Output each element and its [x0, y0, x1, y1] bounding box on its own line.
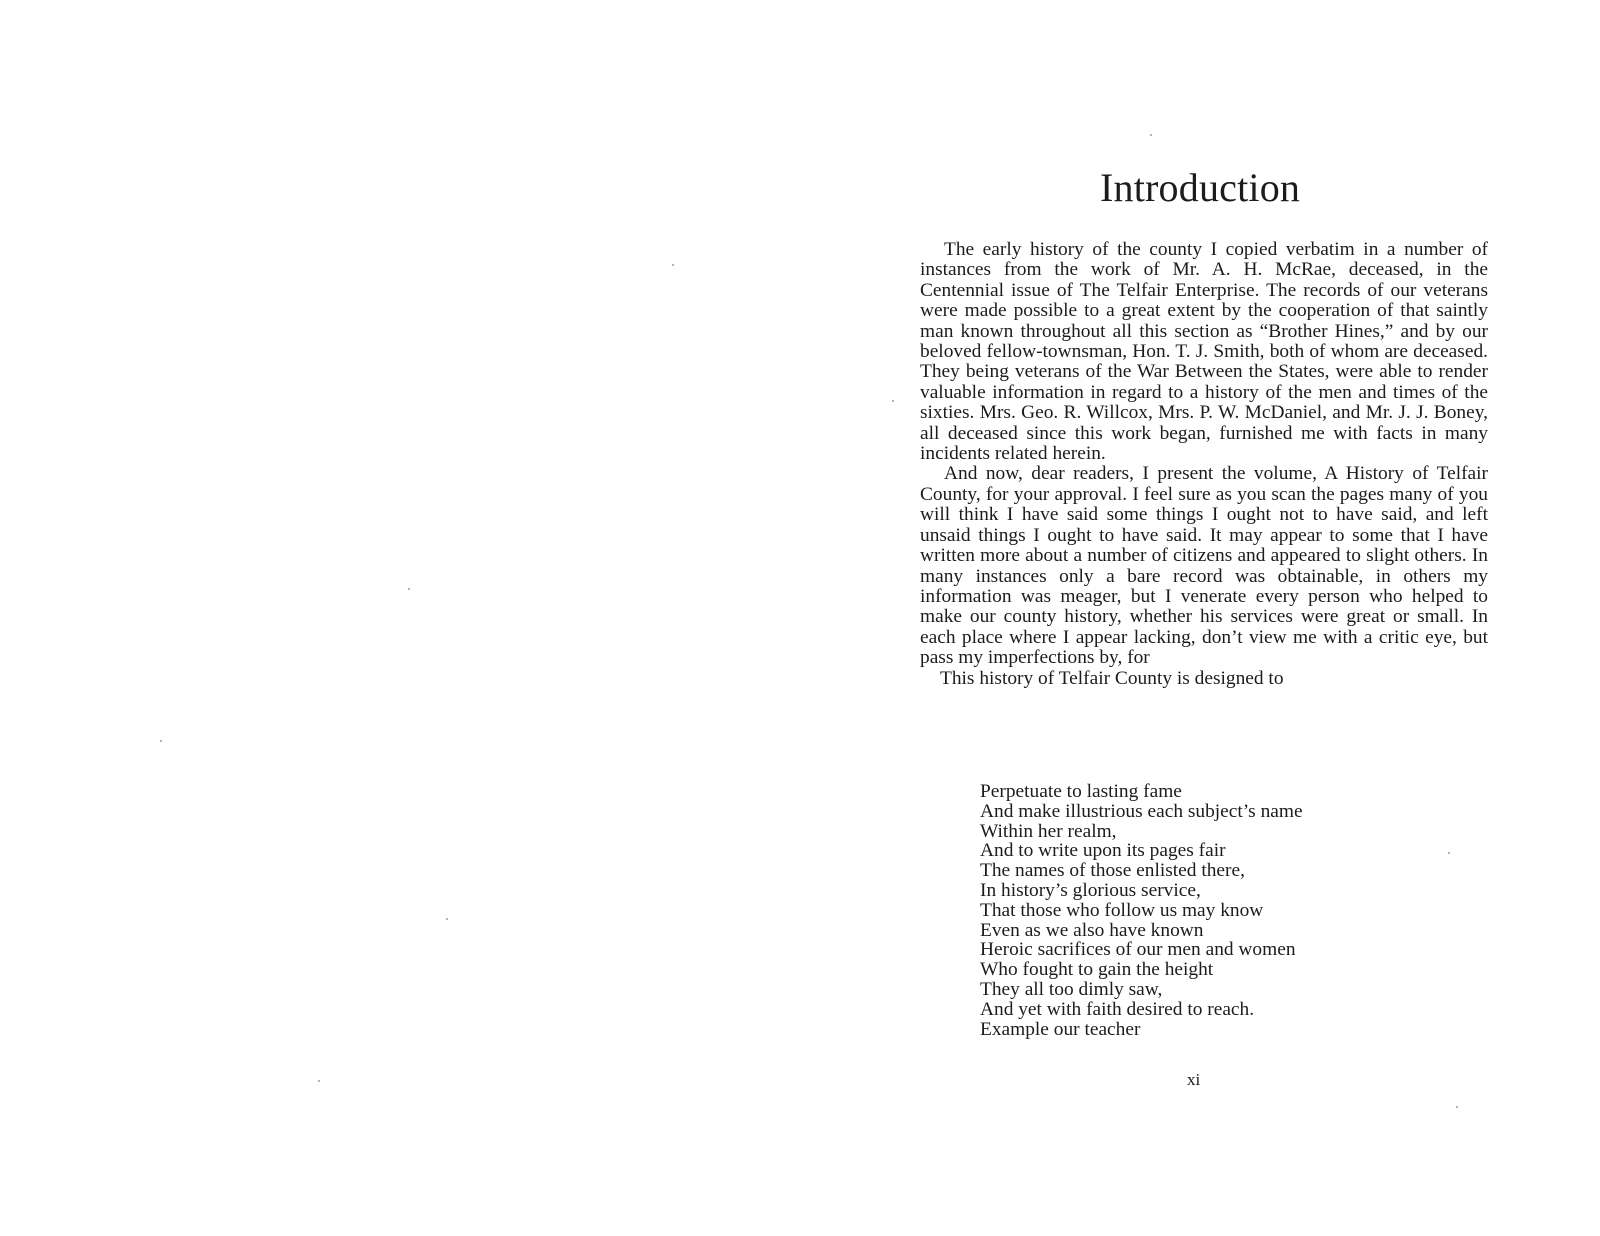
- paper-speck: [1150, 134, 1152, 136]
- poem-line: That those who follow us may know: [980, 899, 1264, 921]
- paper-speck: [672, 264, 674, 266]
- poem-line: The names of those enlisted there,: [980, 860, 1245, 882]
- paper-speck: [408, 588, 410, 590]
- poem-line: Example our teacher: [980, 1018, 1141, 1040]
- paper-speck: [160, 740, 162, 742]
- paragraph: The early history of the county I copied verbatim in a number of instances from the work of Mr. A. H. McRae, deceased, in the Centennial issue of The Telfair Enterprise. The records of our veterans were made possible to a great extent by the cooperation of that saintly man known throughout all this section as “Brother Hines,” and by our beloved fellow-townsman, Hon. T. J. Smith, both of whom are deceased. They being veterans of the War Between the States, were able to render valuable information in regard to a history of the men and times of the sixties. Mrs. Geo. R. Willcox, Mrs. P. W. McDaniel, and Mr. J. J. Boney, all deceased since this work began, furnished me with facts in many incidents related herein.: [920, 239, 1488, 465]
- paragraph: And now, dear readers, I present the volume, A History of Telfair County, for your approval. I feel sure as you scan the pages many of you will think I have said some things I ought not to have said, and left unsaid things I ought to have said. It may appear to some that I have written more about a number of citizens and appeared to slight others. In many instances only a bare record was obtainable, in others my information was meager, but I venerate every person who helped to make our county history, whether his services were great or small. In each place where I appear lacking, don’t view me with a critic eye, but pass my imperfections by, for: [920, 463, 1488, 669]
- paper-speck: [892, 400, 894, 402]
- poem: [980, 782, 1303, 1039]
- poem-line: Even as we also have known: [980, 919, 1204, 941]
- poem-line: They all too dimly saw,: [980, 978, 1163, 1000]
- paper-speck: [318, 1080, 320, 1082]
- poem-line: And to write upon its pages fair: [980, 840, 1226, 862]
- poem-line: Who fought to gain the height: [980, 959, 1214, 981]
- page-title: Introduction: [1100, 165, 1301, 210]
- poem-line: And yet with faith desired to reach.: [980, 998, 1255, 1020]
- poem-lead-line: This history of Telfair County is designed to: [940, 667, 1284, 689]
- poem-line: Perpetuate to lasting fame: [980, 781, 1182, 802]
- body-text: [920, 240, 1488, 689]
- poem-line: And make illustrious each subject’s name: [980, 800, 1303, 822]
- paper-speck: [1448, 852, 1450, 854]
- poem-line: Heroic sacrifices of our men and women: [980, 939, 1296, 961]
- poem-line: Within her realm,: [980, 820, 1117, 842]
- poem-line: In history’s glorious service,: [980, 879, 1201, 901]
- paper-speck: [446, 918, 448, 920]
- paper-speck: [1456, 1106, 1458, 1108]
- page-number: xi: [1187, 1070, 1201, 1089]
